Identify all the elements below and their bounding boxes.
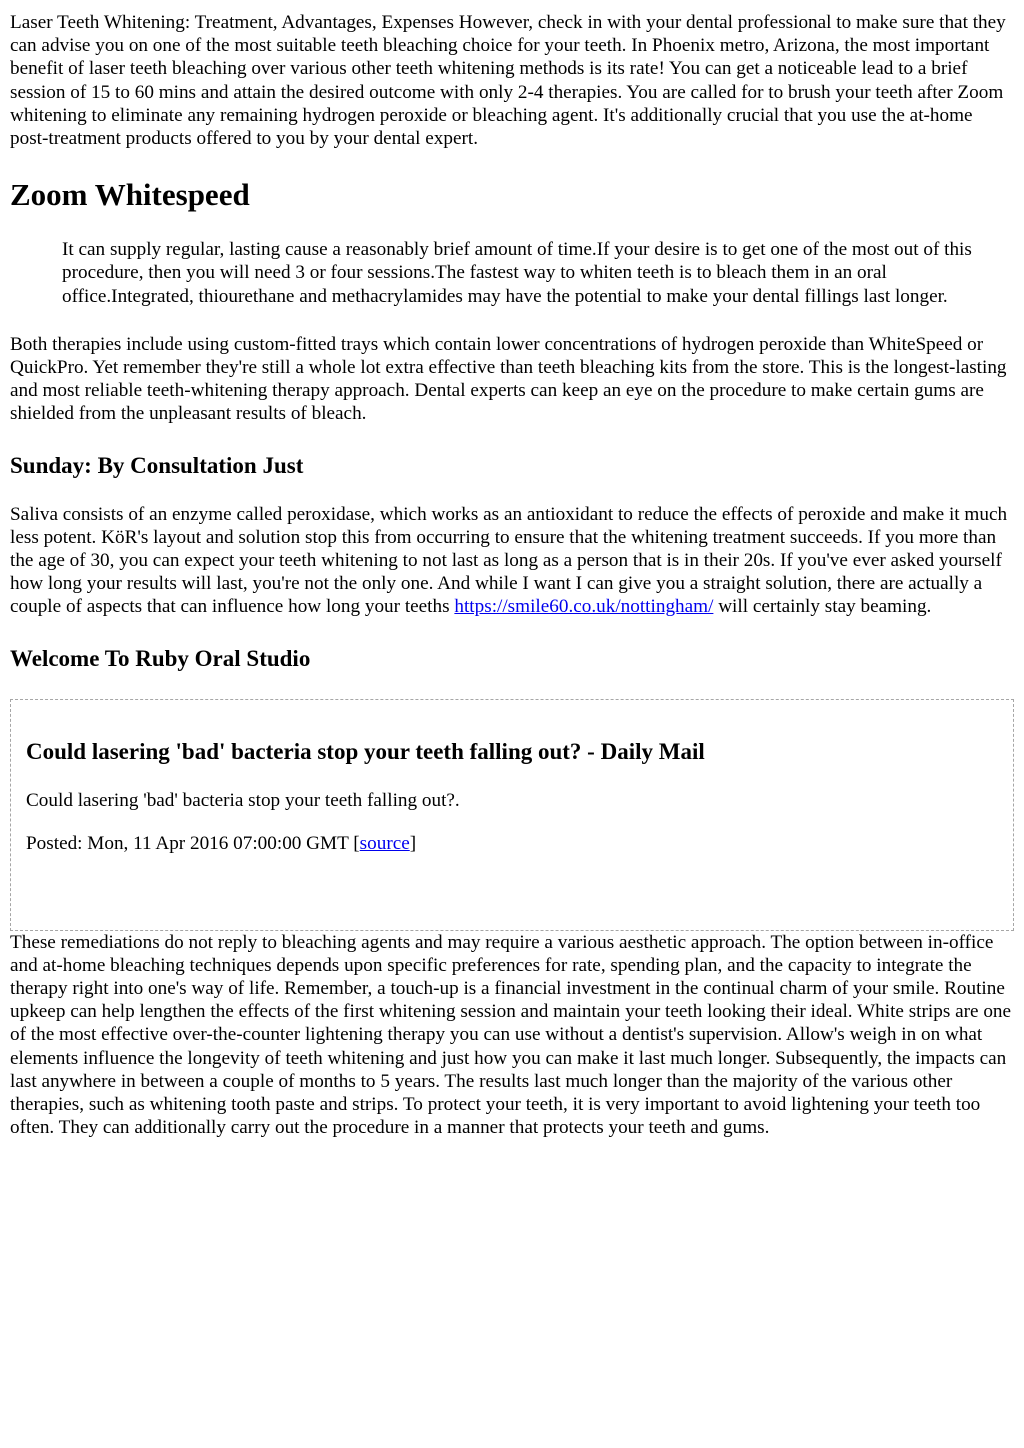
saliva-paragraph-text: Saliva consists of an enzyme called peroxidase, which works as an antioxidant to reduce the effects of peroxide and make it much less potent. KöR's layout and solution stop this from occurring to ensure that the whitening treatment succeeds. If you more than the age of 30, you can expect your teeth whitening to not last as long as a person that is in their 20s. If you've ever asked yourself how long your results will last, you're not the only one. And while I want I can give you a straight solution, there are actually a couple of aspects that can influence how long your teeths xyxy=(10,503,1008,618)
heading-zoom-whitespeed: Zoom Whitespeed xyxy=(10,177,250,213)
news-feed-box xyxy=(10,699,1014,931)
heading-welcome: Welcome To Ruby Oral Studio xyxy=(10,645,311,671)
heading-sunday: Sunday: By Consultation Just xyxy=(10,452,304,478)
saliva-paragraph-tail: will certainly stay beaming. xyxy=(713,596,932,618)
blockquote xyxy=(62,238,1014,308)
remediations-paragraph: These remediations do not reply to bleaching agents and may require a various aesthetic approach. The option between in-office and at-home bleaching techniques depends upon specific preferences for rate, spending plan, and the capacity to integrate the therapy right into one's way of life. Remember, a touch-up is a financial investment in the continual charm of your smile. Routine upkeep can help lengthen the effects of the first whitening session and maintain your teeth looking their ideal. White strips are one of the most effective over-the-counter lightening therapy you can use without a dentist's supervision. Allow's weigh in on what elements influence the longevity of teeth whitening and just how you can make it last much longer. Subsequently, the impacts can last anywhere in between a couple of months to 5 years. The results last much longer than the majority of the various other therapies, such as whitening tooth paste and strips. To protect your teeth, it is very important to avoid lightening your teeth too often. They can additionally carry out the procedure in a manner that protects your teeth and gums. xyxy=(10,931,1012,1139)
news-posted xyxy=(26,832,998,855)
news-posted-date: Posted: Mon, 11 Apr 2016 07:00:00 GMT [ xyxy=(26,832,360,854)
intro-paragraph: Laser Teeth Whitening: Treatment, Advantages, Expenses However, check in with your dental professional to make sure that they can advise you on one of the most suitable teeth bleaching choice for your teeth. In Phoenix metro, Arizona, the most important benefit of laser teeth bleaching over various other teeth whitening methods is its rate! You can get a noticeable lead to a brief session of 15 to 60 mins and attain the desired outcome with only 2-4 therapies. You are called for to brush your teeth after Zoom whitening to eliminate any remaining hydrogen peroxide or bleaching agent. It's additionally crucial that you use the at-home post-treatment products offered to you by your dental expert. xyxy=(10,12,1006,150)
news-source-link[interactable]: source xyxy=(359,832,410,854)
blockquote-text: It can supply regular, lasting cause a reasonably brief amount of time.If your desire is to get one of the most out of this procedure, then you will need 3 or four sessions.The fastest way to whiten teeth is to bleach them in an oral office.Integrated, thiourethane and methacrylamides may have the potential to make your dental fillings last longer. xyxy=(62,239,972,307)
news-title: Could lasering 'bad' bacteria stop your teeth falling out? - Daily Mail xyxy=(26,738,705,764)
therapies-paragraph: Both therapies include using custom-fitted trays which contain lower concentrations of hydrogen peroxide than WhiteSpeed or QuickPro. Yet remember they're still a whole lot extra effective than teeth bleaching kits from the store. This is the longest-lasting and most reliable teeth-whitening therapy approach. Dental experts can keep an eye on the procedure to make certain gums are shielded from the unpleasant results of bleach. xyxy=(10,333,1007,425)
smile60-link[interactable]: https://smile60.co.uk/nottingham/ xyxy=(454,596,714,618)
saliva-paragraph xyxy=(10,503,1014,619)
news-posted-close: ] xyxy=(409,832,417,854)
news-summary: Could lasering 'bad' bacteria stop your teeth falling out?. xyxy=(26,789,460,811)
